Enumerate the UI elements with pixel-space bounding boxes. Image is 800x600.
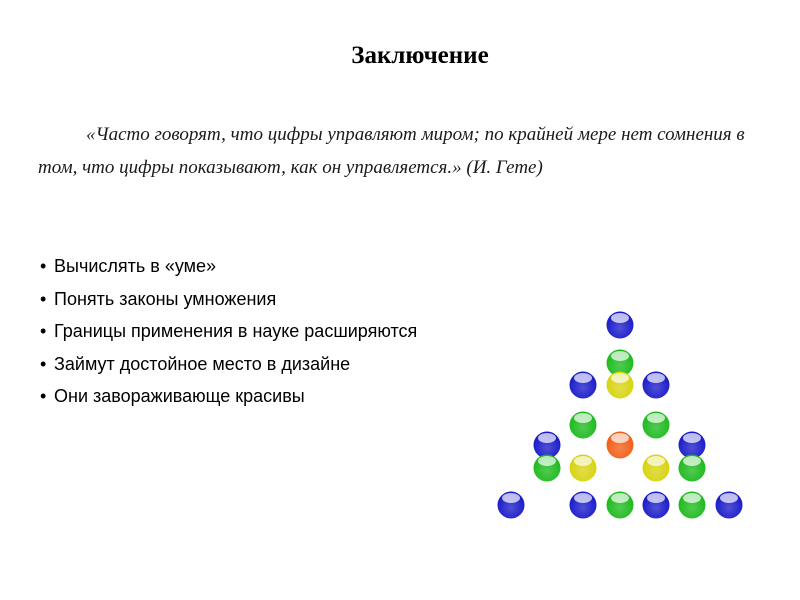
bullet-marker: • <box>40 353 47 374</box>
green-ball <box>534 455 561 482</box>
yellow-ball <box>570 455 597 482</box>
green-ball <box>607 492 634 519</box>
bullet-item <box>40 315 417 348</box>
yellow-ball <box>643 455 670 482</box>
blue-ball <box>534 432 561 459</box>
bullet-text: Вычислять в «уме» <box>54 256 217 276</box>
bullet-marker: • <box>40 288 47 309</box>
blue-ball <box>643 372 670 399</box>
yellow-ball <box>607 372 634 399</box>
bullet-item <box>40 283 417 316</box>
ball-pyramid-image <box>490 305 748 523</box>
orange-ball <box>607 432 634 459</box>
ball-pyramid <box>490 305 748 523</box>
bullet-list <box>40 250 417 413</box>
bullet-marker: • <box>40 386 47 407</box>
green-ball <box>570 412 597 439</box>
bullet-text: Границы применения в науке расширяются <box>54 321 418 342</box>
bullet-text: Понять законы умножения <box>54 288 277 309</box>
bullet-text: Они завораживающе красивы <box>54 386 305 407</box>
blue-ball <box>498 492 525 519</box>
green-ball <box>679 492 706 519</box>
blue-ball <box>643 492 670 519</box>
slide-title: Заключение <box>351 42 489 69</box>
blue-ball <box>570 492 597 519</box>
bullet-item <box>40 380 417 413</box>
blue-ball <box>570 372 597 399</box>
bullet-item <box>40 348 417 381</box>
blue-ball <box>679 432 706 459</box>
bullet-text: Займут достойное место в дизайне <box>54 353 351 374</box>
bullet-item <box>40 250 417 283</box>
bullet-marker: • <box>40 256 47 276</box>
green-ball <box>679 455 706 482</box>
blue-ball <box>716 492 743 519</box>
quote-text: «Часто говорят, что цифры управляют миром; по крайней мере нет сомнения в том, что цифры показывают, как он управляется.» (И. Гете) <box>38 124 745 178</box>
green-ball <box>643 412 670 439</box>
bullet-marker: • <box>40 321 47 342</box>
blue-ball <box>607 312 634 339</box>
